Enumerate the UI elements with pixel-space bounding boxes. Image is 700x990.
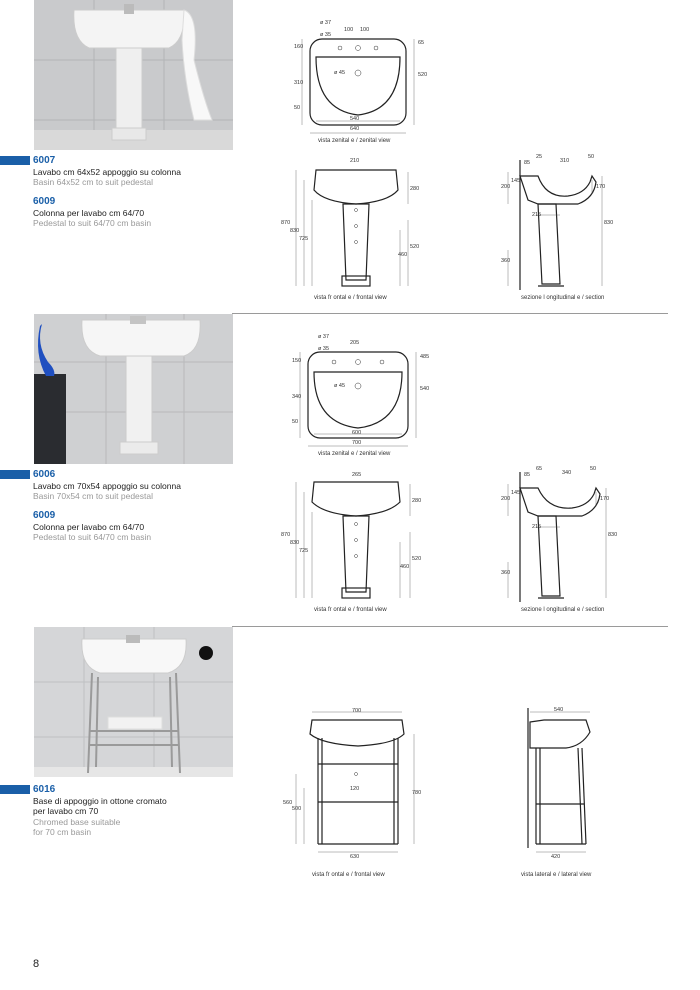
dim-label: 870	[281, 220, 291, 226]
page-number: 8	[33, 958, 40, 970]
dim-label: 485	[420, 354, 430, 360]
product-photo-6006	[34, 314, 233, 464]
dim-label: 120	[350, 786, 360, 792]
dim-label: 640	[350, 126, 360, 132]
product-name-it: Base di appoggio in ottone cromato	[33, 796, 167, 806]
dim-label: ø 37	[320, 20, 332, 26]
product-name-en: Basin 70x54 cm to suit pedestal	[33, 491, 154, 501]
view-caption: vista lateral e / lateral view	[521, 872, 592, 878]
view-caption: vista fr ontal e / frontal view	[314, 295, 387, 301]
dim-label: 85	[524, 472, 531, 478]
accent-bar	[0, 470, 30, 479]
dim-label: 560	[283, 800, 293, 806]
dim-label: 265	[352, 472, 362, 478]
view-caption: sezione l ongitudinal e / section	[521, 295, 605, 301]
view-caption: vista fr ontal e / frontal view	[314, 607, 387, 613]
lateral-view-drawing	[516, 708, 616, 863]
dim-label: ø 37	[318, 334, 330, 340]
dim-label: 360	[501, 570, 511, 576]
dim-label: 50	[292, 419, 299, 425]
accent-bar	[0, 785, 30, 794]
dim-label: ø 45	[334, 70, 346, 76]
dim-label: 600	[352, 430, 362, 436]
zenital-view-drawing	[290, 328, 430, 458]
dim-label: 830	[290, 228, 300, 234]
dim-label: 200	[501, 496, 511, 502]
dim-label: 360	[501, 258, 511, 264]
dim-label: 460	[400, 564, 410, 570]
dim-label: ø 45	[334, 383, 346, 389]
dim-label: 540	[420, 386, 430, 392]
product-name-en: Chromed base suitable	[33, 817, 121, 827]
dim-label: 310	[294, 80, 304, 86]
product-name-en: Basin 64x52 cm to suit pedestal	[33, 177, 154, 187]
product-name-it: Colonna per lavabo cm 64/70	[33, 208, 145, 218]
dim-label: 160	[294, 44, 304, 50]
dim-label: 830	[604, 220, 614, 226]
dim-label: 540	[350, 116, 360, 122]
dim-label: 340	[292, 394, 302, 400]
dim-label: 100	[344, 27, 354, 33]
dim-label: 725	[299, 236, 309, 242]
dim-label: 870	[281, 532, 291, 538]
dim-label: 100	[360, 27, 370, 33]
dim-label: 540	[554, 707, 564, 713]
dim-label: 420	[551, 854, 561, 860]
dim-label: 500	[292, 806, 302, 812]
frontal-view-drawing	[290, 708, 430, 863]
product-name-it: per lavabo cm 70	[33, 806, 99, 816]
product-photo-6007	[34, 0, 233, 150]
dim-label: 700	[352, 440, 362, 446]
product-name-it: Lavabo cm 70x54 appoggio su colonna	[33, 481, 181, 491]
dim-label: 145	[511, 178, 521, 184]
dim-label: 25	[536, 154, 543, 160]
dim-label: 50	[294, 105, 301, 111]
product-code: 6009	[33, 196, 56, 207]
dim-label: 85	[524, 160, 531, 166]
dim-label: 145	[511, 490, 521, 496]
product-name-en: Pedestal to suit 64/70 cm basin	[33, 532, 152, 542]
section-divider	[232, 313, 668, 314]
zenital-view-drawing	[292, 15, 432, 145]
dim-label: 280	[410, 186, 420, 192]
dim-label: 460	[398, 252, 408, 258]
dim-label: 210	[350, 158, 360, 164]
dim-label: 780	[412, 790, 422, 796]
product-code: 6007	[33, 155, 56, 166]
product-name-en: for 70 cm basin	[33, 827, 92, 837]
dim-label: ø 35	[320, 32, 332, 38]
frontal-view-drawing	[288, 472, 428, 607]
dim-label: 310	[560, 158, 570, 164]
view-caption: sezione l ongitudinal e / section	[521, 607, 605, 613]
dim-label: 50	[588, 154, 595, 160]
dim-label: 150	[292, 358, 302, 364]
dim-label: 725	[299, 548, 309, 554]
view-caption: vista fr ontal e / frontal view	[312, 872, 385, 878]
product-code: 6006	[33, 469, 56, 480]
dim-label: 340	[562, 470, 572, 476]
dim-label: 170	[600, 496, 610, 502]
dim-label: 50	[590, 466, 597, 472]
dim-label: ø 35	[318, 346, 330, 352]
accent-bar	[0, 156, 30, 165]
dim-label: 65	[418, 40, 425, 46]
dim-label: 205	[350, 340, 360, 346]
dim-label: 830	[290, 540, 300, 546]
view-caption: vista zenital e / zenital view	[318, 138, 391, 144]
view-caption: vista zenital e / zenital view	[318, 451, 391, 457]
product-code: 6009	[33, 510, 56, 521]
dim-label: 215	[532, 212, 542, 218]
product-name-it: Lavabo cm 64x52 appoggio su colonna	[33, 167, 181, 177]
dim-label: 520	[412, 556, 422, 562]
section-divider	[232, 626, 668, 627]
dim-label: 200	[501, 184, 511, 190]
dim-label: 280	[412, 498, 422, 504]
dim-label: 215	[532, 524, 542, 530]
frontal-view-drawing	[288, 160, 428, 295]
dim-label: 65	[536, 466, 543, 472]
product-photo-6016	[34, 627, 233, 777]
dim-label: 170	[596, 184, 606, 190]
dim-label: 700	[352, 708, 362, 714]
dim-label: 630	[350, 854, 360, 860]
dim-label: 830	[608, 532, 618, 538]
dim-label: 520	[410, 244, 420, 250]
dim-label: 520	[418, 72, 428, 78]
product-name-en: Pedestal to suit 64/70 cm basin	[33, 218, 152, 228]
product-name-it: Colonna per lavabo cm 64/70	[33, 522, 145, 532]
product-code: 6016	[33, 784, 56, 795]
